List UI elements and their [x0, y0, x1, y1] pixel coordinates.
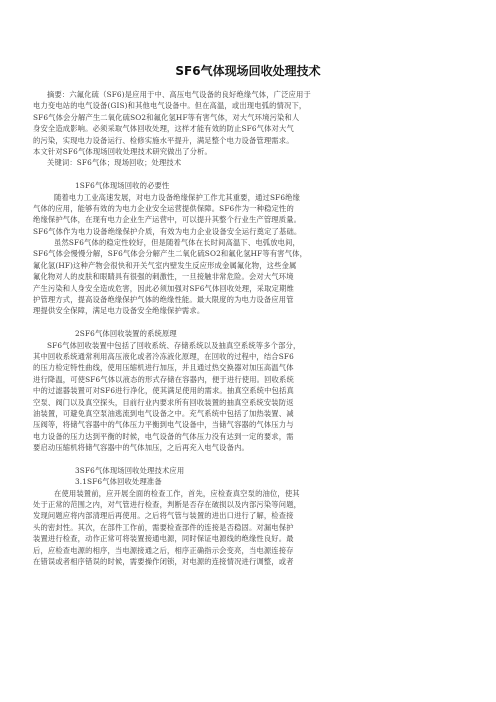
abstract-line: 摘要：六氟化硫（SF6)是应用于中、高压电气设备的良好绝缘气体，广泛应用于 — [47, 90, 311, 99]
paragraph-line: SF6气体作为电力设备绝缘保护介质，有效为电力企业设备安全运行奠定了基础。 — [33, 226, 302, 236]
paragraph-line: 油装置，可避免真空泵油逃流到电气设备之中。充气系统中包括了加热装置、减 — [33, 408, 294, 418]
paragraph-line: 电力设备的压力达到平衡的时候，电气设备的气体压力没有达到一定的要求，需 — [33, 431, 294, 441]
paragraph-line: 氟化氢(HF)这种产物会很快和开关气室内壁发生反应形成金属氟化物，这些金属 — [33, 260, 297, 270]
abstract-line: SF6气体会分解产生二氧化硫SO2和氟化氢HF等有害气体，对大气环境污染和人 — [33, 112, 300, 122]
section-3 — [33, 465, 465, 568]
abstract — [33, 89, 465, 157]
paragraph-line: 装置进行检查，动作正常可将装置接通电源，同时保证电源线的绝缘性良好。最 — [33, 534, 294, 544]
spacer — [33, 169, 465, 180]
paragraph-line: SF6气体回收装置中包括了回收系统、存储系统以及抽真空系统等多个部分， — [47, 340, 301, 350]
paragraph-line: 中的过滤器装置可对SF6进行净化，使其满足使用的需求。抽真空系统中包括真 — [33, 386, 294, 396]
paragraph-line: 气体的应用，能够有效的为电力企业安全运营提供保障。SF6作为一种稳定性的 — [33, 203, 294, 213]
spacer — [33, 317, 465, 328]
paragraph-line: 在使用装置前，应开展全面的检查工作，首先，应检查真空泵的油位，使其 — [54, 488, 300, 498]
abstract-line: 电力变电站的电气设备(GIS)和其他电气设备中。但在高温，或出现电弧的情况下， — [33, 101, 307, 111]
document-title: SF6气体现场回收处理技术 — [175, 64, 321, 78]
subsection-heading: 3.1SF6气体回收处理准备 — [75, 477, 162, 487]
paragraph-line: 后，应检查电源的相序，当电源接通之后，相序正确指示会变亮，当电源连接存 — [33, 545, 294, 555]
section-heading: 1SF6气体现场回收的必要性 — [75, 181, 170, 191]
section-heading: 3SF6气体现场回收处理技术应用 — [75, 465, 185, 475]
section-1 — [33, 180, 465, 317]
paragraph-line: 随着电力工业高速发展，对电力设备绝缘保护工作尤其重要，通过SF6绝缘 — [54, 192, 301, 202]
paragraph-line: 空泵、阀门以及真空探头，目前行业内要求所有回收装置的抽真空系统安装防返 — [33, 397, 294, 407]
paragraph-line: 氟化物对人的皮肤和眼睛具有很强的刺激性，一旦接触非常危险。会对大气环境 — [33, 272, 294, 282]
paragraph-line: 发现问题应将内部清理后再使用。之后将气管与装置的进出口进行了解，检查接 — [33, 511, 294, 521]
document-body — [33, 89, 465, 567]
paragraph-line: SF6气体会慢慢分解，SF6气体会分解产生二氧化硫SO2和氟化氢HF等有害气体， — [33, 249, 308, 259]
keywords: 关键词：SF6气体；现场回收；处理技术 — [47, 158, 182, 168]
section-heading: 2SF6气体回收装置的系统原理 — [75, 329, 177, 339]
paragraph-line: 在错误或者相序错误的时候，需要操作闭锁，对电源的连接情况进行调整，或者 — [33, 557, 294, 567]
abstract-line: 身安全造成影响。必须采取气体回收处理，这样才能有效的防止SF6气体对大气 — [33, 124, 294, 134]
paragraph-line: 其中回收系统通常利用高压液化或者冷冻液化原理，在回收的过程中，结合SF6 — [33, 351, 294, 361]
paragraph-line: 理提供安全保障，满足电力设备安全绝缘保护需求。 — [33, 306, 205, 316]
paragraph-line: 产生污染和人身安全造成危害，因此必须加强对SF6气体回收处理，采取定期维 — [33, 283, 294, 293]
section-2 — [33, 328, 465, 453]
paragraph-line: 头的密封性。其次，在部件工作前，需要检查部件的连接是否稳固。对漏电保护 — [33, 522, 294, 532]
paragraph-line: 处于正常的范围之内，对气管进行检查，判断是否存在破损以及内部污染等问题， — [33, 500, 302, 510]
abstract-line: 本文针对SF6气体现场回收处理技术研究做出了分析。 — [33, 146, 212, 156]
paragraph-line: 护管理方式，提高设备绝缘保护气体的绝缘性能。最大限度的为电力设备应用管 — [33, 295, 294, 305]
paragraph-line: 要启动压缩机将储气容器中的气体加压，之后再充入电气设备内。 — [33, 443, 249, 453]
paragraph-line: 进行降温，可使SF6气体以液态的形式存储在容器内，便于进行使用。回收系统 — [33, 374, 294, 384]
spacer — [33, 454, 465, 465]
paragraph-line: 的压力检定特性曲线，使用压缩机进行加压，并且通过热交换器对加压高温气体 — [33, 363, 294, 373]
paragraph-line: 压阀等，将储气容器中的气体压力平衡到电气设备中，当储气容器的气体压力与 — [33, 420, 294, 430]
paragraph-line: 虽然SF6气体的稳定性较好，但是随着气体在长时间高温下、电弧放电间， — [54, 238, 301, 248]
abstract-line: 的污染，实现电力设备运行、检修实施水平提升，满足整个电力设备管理需求。 — [33, 135, 294, 145]
paragraph-line: 绝缘保护气体，在现有电力企业生产运营中，可以提升其整个行业生产管理质量。 — [33, 215, 302, 225]
